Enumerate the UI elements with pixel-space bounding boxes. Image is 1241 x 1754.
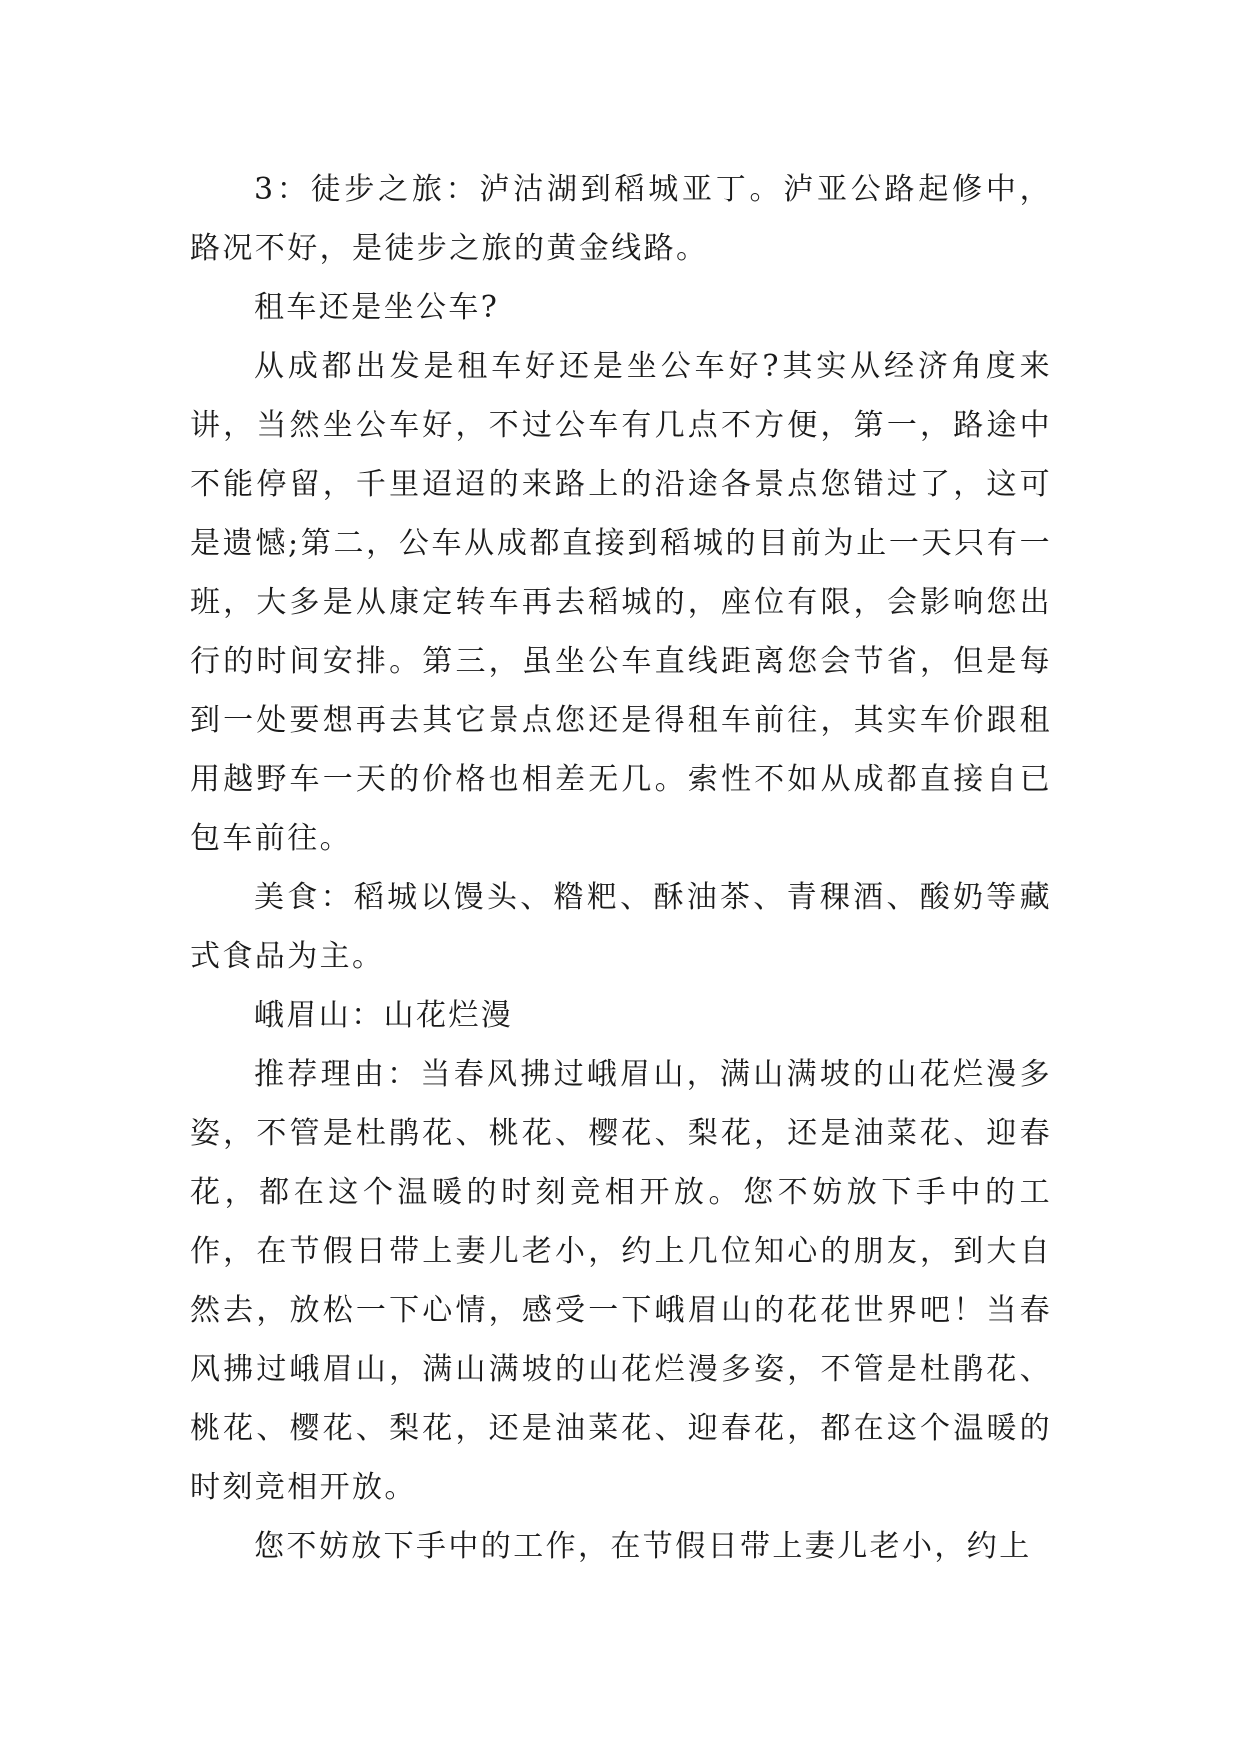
paragraph-emei-continued: 您不妨放下手中的工作，在节假日带上妻儿老小，约上 [254,1529,1032,1564]
paragraph-rent-or-bus-detail: 从成都出发是租车好还是坐公车好?其实从经济角度来讲，当然坐公车好，不过公车有几点不方便，第一，路途中不能停留，千里迢迢的来路上的沿途各景点您错过了，这可是遗憾;第二，公车从成都直接到稻城的目前为止一天只有一班，大多是从康定转车再去稻城的，座位有限，会影响您出行的时间安排。第三，虽坐公车直线距离您会节省，但是每到一处要想再去其它景点您还是得租车前往，其实车价跟租用越野车一天的价格也相差无几。索性不如从成都直接自已包车前往。 [190,349,1052,856]
paragraph-local-food: 美食：稻城以馒头、糌粑、酥油茶、青稞酒、酸奶等藏式食品为主。 [190,880,1052,974]
paragraph-emei-reason: 推荐理由：当春风拂过峨眉山，满山满坡的山花烂漫多姿，不管是杜鹃花、桃花、樱花、梨花，还是油菜花、迎春花，都在这个温暖的时刻竞相开放。您不妨放下手中的工作，在节假日带上妻儿老小，约上几位知心的朋友，到大自然去，放松一下心情，感受一下峨眉山的花花世界吧！当春风拂过峨眉山，满山满坡的山花烂漫多姿，不管是杜鹃花、桃花、樱花、梨花，还是油菜花、迎春花，都在这个温暖的时刻竞相开放。 [190,1057,1052,1505]
document-body [190,160,1052,1576]
paragraph-rent-or-bus-heading: 租车还是坐公车? [254,290,500,325]
paragraph-emei-heading: 峨眉山：山花烂漫 [254,998,514,1033]
paragraph-hiking-route: 3：徒步之旅：泸沽湖到稻城亚丁。泸亚公路起修中，路况不好，是徒步之旅的黄金线路。 [190,172,1052,266]
